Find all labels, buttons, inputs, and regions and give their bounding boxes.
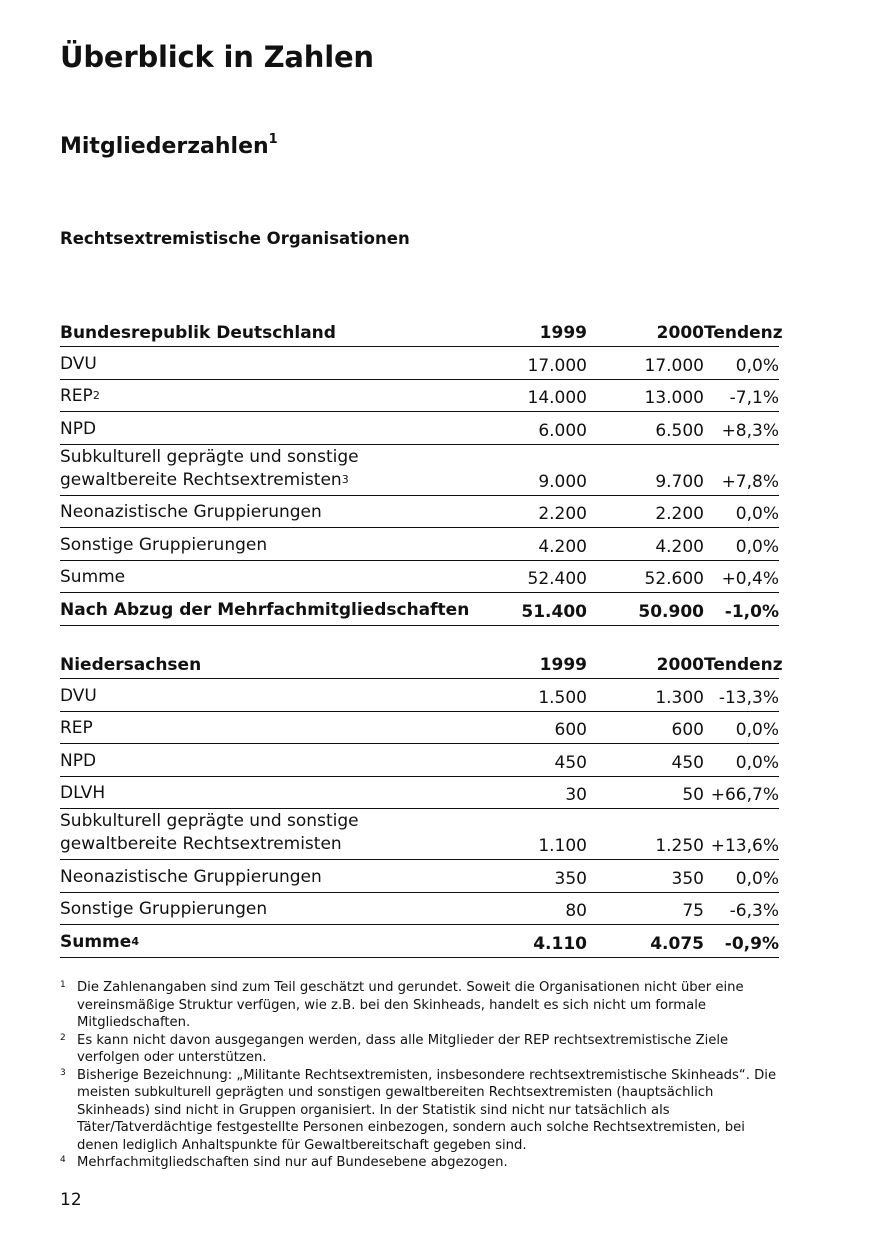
row-label <box>60 925 470 958</box>
footnote-number: 1 <box>60 980 66 990</box>
value-1999: 4.110 <box>470 925 587 958</box>
value-tendenz: +13,6% <box>704 809 779 860</box>
row-label-text: Neonazistische Gruppierungen <box>60 502 322 522</box>
value-2000: 6.500 <box>587 412 704 445</box>
table-header-row <box>60 648 779 679</box>
row-label-text: gewaltbereite Rechtsextremisten <box>60 834 342 854</box>
value-2000: 52.600 <box>587 560 704 593</box>
table-row <box>60 679 779 712</box>
section-title-text: Mitgliederzahlen <box>60 134 269 159</box>
value-tendenz: -1,0% <box>704 593 779 626</box>
header-2000: 2000 <box>587 648 704 679</box>
value-1999: 17.000 <box>470 347 587 380</box>
value-1999: 2.200 <box>470 495 587 528</box>
row-label-line1: Subkulturell geprägte und sonstige <box>60 446 359 467</box>
table-row <box>60 809 779 860</box>
row-label-text: NPD <box>60 418 97 439</box>
row-label <box>60 744 470 777</box>
value-1999: 600 <box>470 711 587 744</box>
value-tendenz: -13,3% <box>704 679 779 712</box>
table-row <box>60 892 779 925</box>
value-2000: 450 <box>587 744 704 777</box>
value-1999: 450 <box>470 744 587 777</box>
value-1999: 350 <box>470 860 587 893</box>
table-row <box>60 347 779 380</box>
row-label <box>60 860 470 893</box>
row-label-text: DVU <box>60 685 97 706</box>
value-tendenz: 0,0% <box>704 860 779 893</box>
row-label <box>60 809 470 860</box>
page-number: 12 <box>60 1190 82 1210</box>
table-row <box>60 744 779 777</box>
footnote-number: 2 <box>60 1032 66 1043</box>
value-tendenz: 0,0% <box>704 711 779 744</box>
footnote-text: Mehrfachmitgliedschaften sind nur auf Bundesebene abgezogen. <box>77 1155 508 1170</box>
row-label-text: Sonstige Gruppierungen <box>60 899 268 919</box>
value-tendenz: +0,4% <box>704 560 779 593</box>
footnote-number: 4 <box>60 1155 66 1165</box>
row-label-text: DVU <box>60 353 97 374</box>
value-tendenz: -0,9% <box>704 925 779 958</box>
footnote-ref[interactable]: 3 <box>341 472 349 486</box>
row-label-text: Neonazistische Gruppierungen <box>60 866 322 887</box>
value-tendenz: -6,3% <box>704 892 779 925</box>
footnote <box>60 1154 780 1172</box>
row-label-text: DLVH <box>60 783 106 803</box>
value-2000: 600 <box>587 711 704 744</box>
value-1999: 4.200 <box>470 528 587 561</box>
table-row <box>60 412 779 445</box>
value-1999: 6.000 <box>470 412 587 445</box>
row-label <box>60 593 470 626</box>
footnote <box>60 979 780 1032</box>
table-row <box>60 444 779 495</box>
value-tendenz: -7,1% <box>704 379 779 412</box>
value-tendenz: +66,7% <box>704 776 779 809</box>
row-label-text: Summe <box>60 567 126 587</box>
value-2000: 350 <box>587 860 704 893</box>
value-2000: 2.200 <box>587 495 704 528</box>
section-title <box>60 134 278 159</box>
footnote-text: Die Zahlenangaben sind zum Teil geschätzt und gerundet. Soweit die Organisationen nicht über eine vereinsmäßige Struktur verfügen, wie z.B. bei den Skinheads, handelt es sich nicht um formale Mitgliedschaften. <box>77 980 744 1030</box>
value-1999: 1.500 <box>470 679 587 712</box>
table-row <box>60 560 779 593</box>
row-label-text: gewaltbereite Rechtsextremisten <box>60 469 342 490</box>
header-region: Bundesrepublik Deutschland <box>60 316 470 347</box>
table-row <box>60 528 779 561</box>
footnote-ref[interactable]: 2 <box>92 389 100 402</box>
value-1999: 30 <box>470 776 587 809</box>
header-tendenz: Tendenz <box>704 648 779 679</box>
value-2000: 13.000 <box>587 379 704 412</box>
row-label <box>60 347 470 380</box>
footnote-ref[interactable]: 4 <box>131 934 139 948</box>
footnote <box>60 1067 780 1155</box>
header-1999: 1999 <box>470 316 587 347</box>
value-1999: 51.400 <box>470 593 587 626</box>
row-label <box>60 892 470 925</box>
value-1999: 80 <box>470 892 587 925</box>
row-label-text: NPD <box>60 750 97 771</box>
row-label <box>60 528 470 561</box>
table-niedersachsen <box>60 648 783 958</box>
subsection-title: Rechtsextremistische Organisationen <box>60 229 410 248</box>
table-row <box>60 711 779 744</box>
table-row <box>60 379 779 412</box>
table-row <box>60 593 779 626</box>
row-label <box>60 412 470 445</box>
value-1999: 14.000 <box>470 379 587 412</box>
table-row <box>60 495 779 528</box>
footnotes <box>60 979 780 1172</box>
row-label-text: REP <box>60 386 93 406</box>
value-tendenz: 0,0% <box>704 528 779 561</box>
row-label <box>60 679 470 712</box>
row-label <box>60 711 470 744</box>
table-bundesrepublik <box>60 316 783 626</box>
row-label <box>60 444 470 495</box>
header-tendenz: Tendenz <box>704 316 779 347</box>
value-tendenz: 0,0% <box>704 347 779 380</box>
value-2000: 75 <box>587 892 704 925</box>
footnote <box>60 1032 780 1067</box>
header-region: Niedersachsen <box>60 648 470 679</box>
value-tendenz: +7,8% <box>704 444 779 495</box>
value-2000: 50.900 <box>587 593 704 626</box>
header-1999: 1999 <box>470 648 587 679</box>
value-2000: 17.000 <box>587 347 704 380</box>
row-label <box>60 560 470 593</box>
value-tendenz: 0,0% <box>704 495 779 528</box>
value-2000: 1.300 <box>587 679 704 712</box>
row-label <box>60 495 470 528</box>
value-2000: 9.700 <box>587 444 704 495</box>
row-label-line1: Subkulturell geprägte und sonstige <box>60 811 359 831</box>
footnote-text: Bisherige Bezeichnung: „Militante Rechtsextremisten, insbesondere rechtsextremistische Skinheads“. Die meisten subkulturell geprägten und sonstigen gewaltbereiten Rechtsextremisten (hauptsächlich Skinheads) sind nicht in Gruppen organisiert. In der Statistik sind nicht nur tatsächlich als Täter/Tatverdächtige festgestellte Personen einbezogen, sondern auch solche Rechtsextremisten, bei denen lediglich Anhaltspunkte für Gewaltbereitschaft gegeben sind. <box>77 1067 777 1153</box>
row-label-text: Summe <box>60 931 132 952</box>
value-2000: 4.075 <box>587 925 704 958</box>
footnote-number: 3 <box>60 1067 66 1078</box>
value-tendenz: +8,3% <box>704 412 779 445</box>
header-2000: 2000 <box>587 316 704 347</box>
row-label-text: Sonstige Gruppierungen <box>60 534 268 555</box>
table-row <box>60 776 779 809</box>
table-row <box>60 925 779 958</box>
value-2000: 1.250 <box>587 809 704 860</box>
value-2000: 50 <box>587 776 704 809</box>
row-label-text: Nach Abzug der Mehrfachmitgliedschaften <box>60 599 470 620</box>
value-tendenz: 0,0% <box>704 744 779 777</box>
value-1999: 9.000 <box>470 444 587 495</box>
row-label <box>60 776 470 809</box>
page-title: Überblick in Zahlen <box>60 40 374 74</box>
footnote-text: Es kann nicht davon ausgegangen werden, dass alle Mitglieder der REP rechtsextremistische Ziele verfolgen oder unterstützen. <box>77 1032 729 1065</box>
footnote-ref[interactable]: 1 <box>268 132 278 147</box>
row-label <box>60 379 470 412</box>
row-label-text: REP <box>60 718 93 738</box>
table-row <box>60 860 779 893</box>
value-2000: 4.200 <box>587 528 704 561</box>
value-1999: 52.400 <box>470 560 587 593</box>
table-header-row <box>60 316 779 347</box>
value-1999: 1.100 <box>470 809 587 860</box>
